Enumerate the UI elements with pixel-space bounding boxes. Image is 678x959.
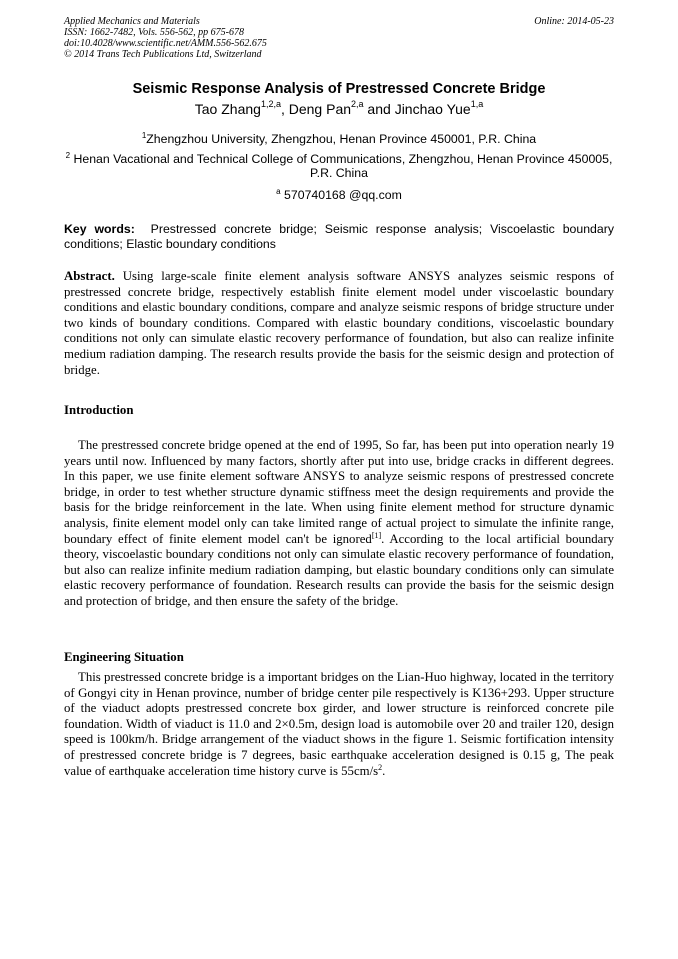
author-affiliation-mark: 1,2,a (260, 99, 281, 109)
section-heading-introduction: Introduction (64, 403, 134, 417)
abstract (64, 269, 614, 378)
abstract-label: Abstract. (64, 269, 115, 283)
affiliation-2 (64, 152, 614, 180)
email-text: 570740168 @qq.com (284, 188, 402, 202)
keywords-text: Prestressed concrete bridge; Seismic response analysis; Viscoelastic boundary conditions; Elastic boundary conditions (64, 222, 614, 251)
doi-line: doi:10.4028/www.scientific.net/AMM.556-562.675 (64, 38, 267, 49)
author-name: Deng Pan (288, 101, 352, 117)
introduction-paragraph (64, 438, 614, 610)
paper-title: Seismic Response Analysis of Prestressed Concrete Bridge (132, 81, 546, 97)
affiliation-mark: 2 (65, 151, 71, 160)
engineering-text-end: . (382, 763, 386, 778)
affiliation-1 (64, 132, 614, 146)
engineering-text: This prestressed concrete bridge is a important bridges on the Lian-Huo highway, located in the territory of Gongyi city in Henan province, number of bridge center pile respectively is K136+293. Upper structure of the viaduct adopts prestressed concrete box girder, and lower structure is reinforced concrete pile foundation. Width of viaduct is 11.0 and 2×0.5m, design load is automobile over 20 and trailer 120, design speed is 100km/h. Bridge arrangement of the viaduct shows in the figure 1. Seismic fortification intensity of prestressed concrete bridge is 7 degrees, basic earthquake acceleration designed is 0.15 g, The peak value of earthquake acceleration time history curve is 55cm/s (64, 670, 614, 778)
email-mark: a (276, 187, 281, 196)
copyright-line: © 2014 Trans Tech Publications Ltd, Switzerland (64, 49, 262, 60)
section-heading-engineering-situation: Engineering Situation (64, 650, 184, 664)
keywords-label: Key words: (64, 222, 135, 236)
author-name: Tao Zhang (194, 101, 261, 117)
online-date: Online: 2014-05-23 (534, 16, 614, 27)
journal-name: Applied Mechanics and Materials (64, 16, 200, 27)
author-separator: , (280, 101, 289, 117)
affiliation-mark: 1 (141, 131, 147, 140)
journal-header (64, 16, 267, 60)
engineering-paragraph (64, 670, 614, 779)
keywords (64, 222, 614, 252)
author-separator: and (363, 101, 395, 117)
introduction-text-continued: . According to the local artificial boundary theory, viscoelastic boundary conditions not only can simulate elastic recovery performance of foundation, but also can realize infinite medium radiation damping, but elastic boundary conditions only can simulate elastic recovery performance of foundation. Research results can provide the basis for the seismic design and protection of bridge, and then ensure the safety of the bridge. (64, 531, 615, 608)
author-affiliation-mark: 2,a (351, 99, 364, 109)
author-list (0, 100, 678, 118)
citation-link[interactable]: [1] (371, 530, 382, 540)
author-email (64, 188, 614, 202)
issn-line: ISSN: 1662-7482, Vols. 556-562, pp 675-678 (64, 27, 244, 38)
abstract-text: Using large-scale finite element analysis software ANSYS analyzes seismic respons of prestressed concrete bridge, respectively establish finite element model under viscoelastic boundary conditions and elastic boundary conditions, compare and analyze seismic respons of bridge structure under two kinds of boundary conditions. Compared with elastic boundary conditions, viscoelastic boundary conditions not only can simulate elastic recovery performance of foundation, but also can realize infinite medium radiation damping. The research results provide the basis for the seismic design and protection of bridge. (64, 269, 614, 377)
author-name: Jinchao Yue (394, 101, 471, 117)
affiliation-text: Henan Vacational and Technical College of Communications, Zhengzhou, Henan Province 450005, P.R. China (73, 152, 613, 180)
author-affiliation-mark: 1,a (470, 99, 484, 109)
introduction-text: The prestressed concrete bridge opened at the end of 1995, So far, has been put into operation nearly 19 years until now. Influenced by many factors, shortly after put into use, bridge cracks in different degrees. In this paper, we use finite element software ANSYS to analyze seismic respons of prestressed concrete bridge, in order to test whether structure dynamic stiffness meet the design requirements and provide the basis for the bridge reinforcement in the late. When using finite element method for structure dynamic analysis, finite element model only can take limited range of actual project to simulate the infinite range, boundary effect of finite element model can't be ignored (64, 438, 614, 546)
unit-superscript: 2 (378, 762, 383, 772)
affiliation-text: Zhengzhou University, Zhengzhou, Henan Province 450001, P.R. China (146, 132, 537, 146)
